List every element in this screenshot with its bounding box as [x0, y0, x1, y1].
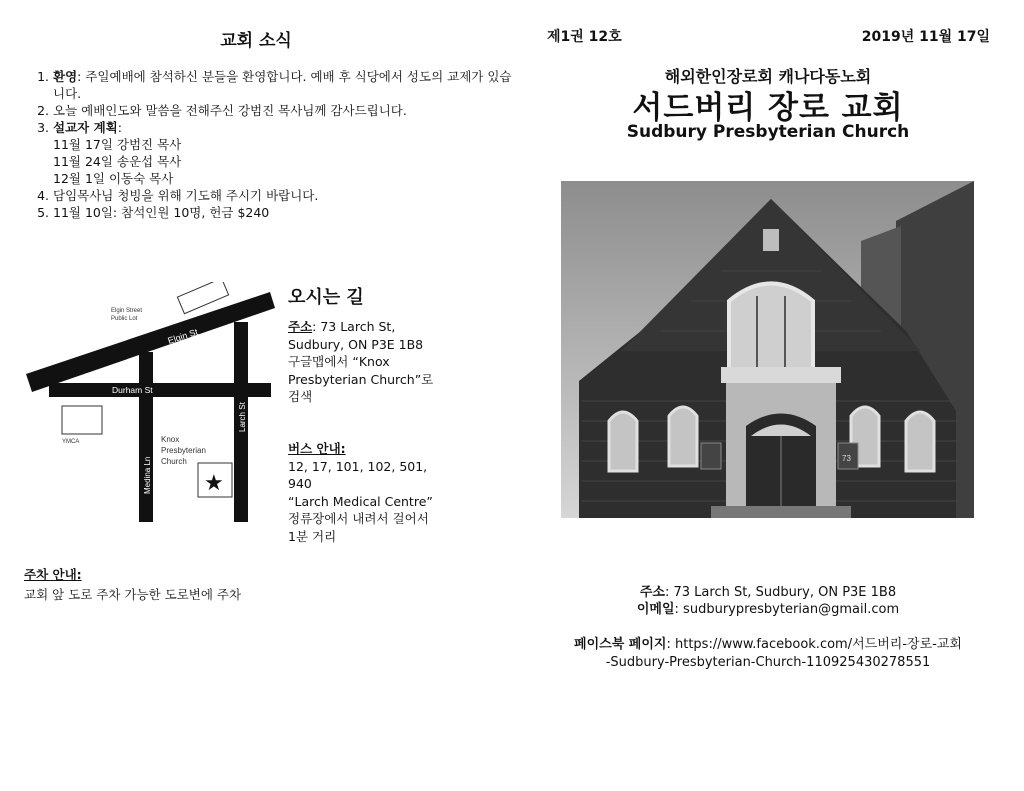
parking-lot-label: Elgin Street: [111, 308, 143, 314]
address-block: 주소: 73 Larch St, Sudbury, ON P3E 1B8 구글맵에서 “Knox Presbyterian Church”로 검색: [288, 319, 434, 404]
news-list: [28, 68, 513, 221]
larch-street-label: Larch St: [238, 402, 247, 432]
church-photo: [561, 181, 974, 518]
medina-lane-label: Medina Ln: [143, 456, 152, 494]
parking-lot-label: Public Lot: [111, 316, 138, 322]
issue-number: 제1권 12호: [547, 29, 622, 45]
parking-text: 교회 앞 도로 주차 가능한 도로변에 주차: [24, 587, 242, 602]
bulletin-date: 2019년 11월 17일: [861, 29, 990, 45]
medina-lane-shape: [139, 352, 153, 522]
street-map: [24, 282, 286, 532]
parking-title: 주차 안내:: [24, 567, 82, 582]
elgin-street-label: Elgin St: [166, 326, 200, 346]
contact-email: 이메일: sudburypresbyterian@gmail.com: [636, 602, 900, 617]
presbytery-name: 해외한인장로회 캐나다동노회: [664, 67, 872, 86]
star-icon: ★: [204, 471, 224, 496]
address-label: 주소: [639, 585, 665, 600]
directions-title: 오시는 길: [288, 287, 364, 308]
ymca-label: YMCA: [62, 439, 80, 445]
church-name-english: Sudbury Presbyterian Church: [626, 122, 910, 142]
news-item: 5. 11월 10일: 참석인원 10명, 헌금 $240: [53, 204, 513, 221]
facebook-label: 페이스북 페이지: [574, 637, 667, 652]
ymca-building: [62, 406, 102, 434]
address-label: 주소: [288, 319, 313, 334]
church-label: Presbyterian: [161, 446, 206, 455]
news-item: 4. 담임목사님 청빙을 위해 기도해 주시기 바랍니다.: [53, 187, 513, 204]
facebook-page: 페이스북 페이지: https://www.facebook.com/서드버리-장로-교회 -Sudbury-Presbyterian-Church-110925430278551: [574, 637, 962, 670]
news-item: 2. 오늘 예배인도와 말씀을 전해주신 강범진 목사님께 감사드립니다.: [53, 102, 513, 119]
email-label: 이메일: [636, 602, 675, 617]
bus-block: 버스 안내: 12, 17, 101, 102, 501, 940 “Larch Medical Centre” 정류장에서 내려서 걸어서 1분 거리: [288, 441, 433, 544]
contact-address: 주소: 73 Larch St, Sudbury, ON P3E 1B8: [639, 585, 897, 600]
church-label: Church: [161, 457, 187, 466]
preacher-entry: 11월 17일 강범진 목사: [53, 137, 182, 152]
news-item: 1. 환영: 주일예배에 참석하신 분들을 환영합니다. 예배 후 식당에서 성도의 교제가 있습니다.: [53, 68, 513, 102]
durham-street-label: Durham St: [112, 385, 153, 395]
church-name-korean: 서드버리 장로 교회: [632, 90, 904, 126]
preacher-entry: 12월 1일 이동숙 목사: [53, 171, 174, 186]
church-label: Knox: [161, 435, 180, 444]
preacher-entry: 11월 24일 송운섭 목사: [53, 154, 182, 169]
news-title: 교회 소식: [220, 31, 292, 51]
address-number-sign: 73: [842, 454, 851, 463]
bus-label: 버스 안내:: [288, 441, 346, 456]
news-item: 3. 설교자 계획: 11월 17일 강범진 목사 11월 24일 송운섭 목사 12월 1일 이동숙 목사: [53, 119, 513, 187]
